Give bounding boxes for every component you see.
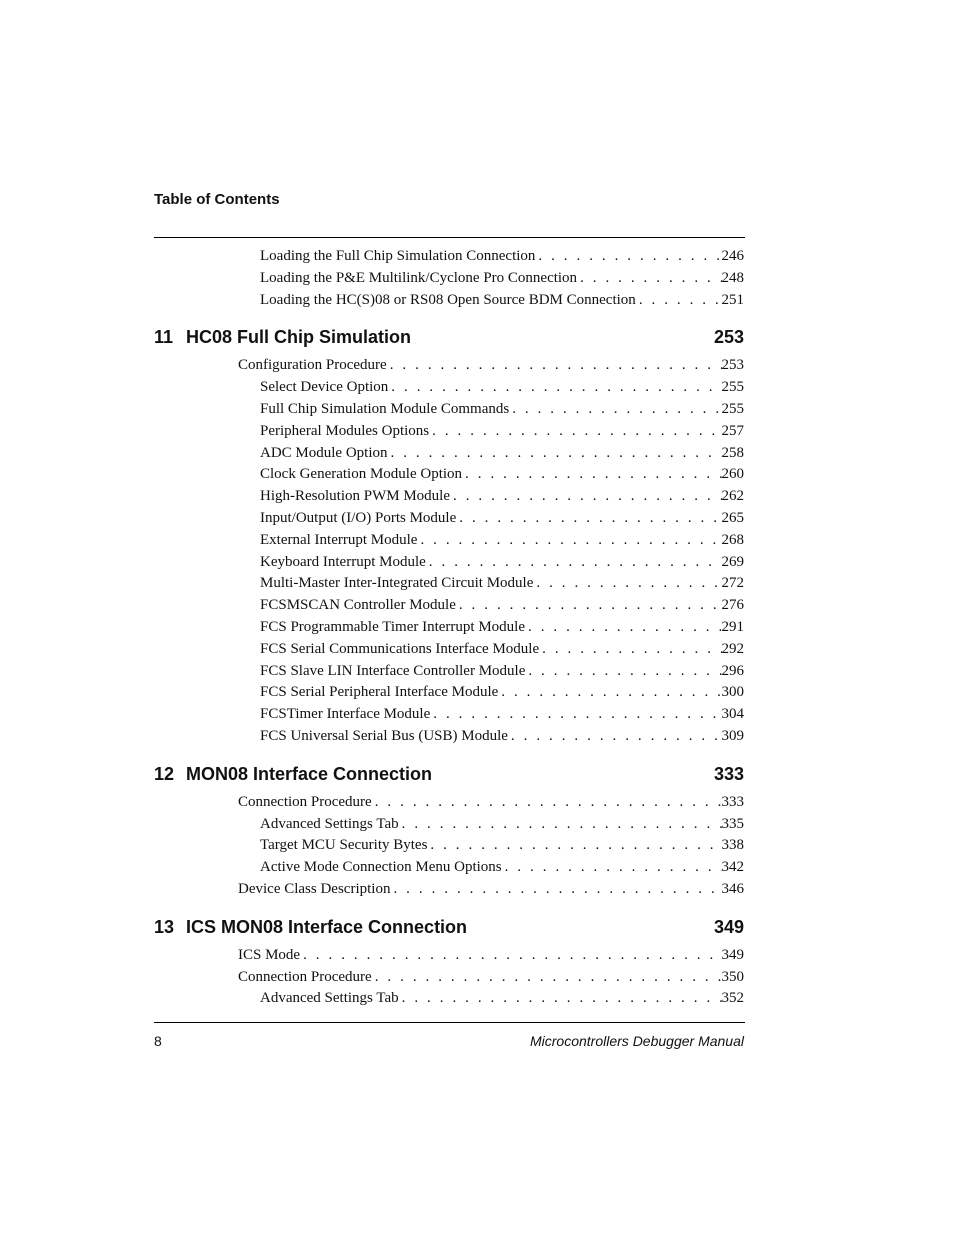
toc-entry-title: FCS Universal Serial Bus (USB) Module bbox=[260, 727, 508, 744]
toc-dot-leader bbox=[430, 835, 721, 857]
footer-manual-title: Microcontrollers Debugger Manual bbox=[530, 1033, 744, 1049]
toc-entry-title: Advanced Settings Tab bbox=[260, 990, 399, 1007]
chapter-page: 333 bbox=[713, 763, 744, 784]
toc-entry-page: 352 bbox=[721, 990, 744, 1007]
toc-dot-leader bbox=[433, 704, 721, 726]
toc-entry[interactable] bbox=[154, 530, 744, 552]
toc-entry-title: Advanced Settings Tab bbox=[260, 815, 399, 832]
toc-entry-title: FCS Serial Peripheral Interface Module bbox=[260, 684, 499, 701]
toc-entry-page: 342 bbox=[721, 859, 744, 876]
toc-entry-title: Clock Generation Module Option bbox=[260, 466, 463, 483]
toc-dot-leader bbox=[505, 857, 722, 879]
toc-entry-page: 292 bbox=[721, 640, 744, 657]
toc-entry[interactable] bbox=[154, 355, 744, 377]
toc-entry-page: 257 bbox=[721, 422, 744, 439]
toc-entry-title: External Interrupt Module bbox=[260, 531, 418, 548]
toc-entry-title: Loading the Full Chip Simulation Connection bbox=[260, 248, 536, 264]
toc-entry-page: 333 bbox=[721, 793, 744, 810]
toc-entry[interactable] bbox=[154, 617, 744, 639]
toc-dot-leader bbox=[420, 530, 721, 552]
chapter-title: ICS MON08 Interface Connection bbox=[186, 916, 468, 937]
toc-dot-leader bbox=[542, 639, 721, 661]
toc-dot-leader bbox=[391, 377, 721, 399]
toc-dot-leader bbox=[528, 617, 722, 639]
toc-entry-page: 349 bbox=[721, 946, 744, 963]
toc-entry-page: 291 bbox=[721, 618, 744, 635]
chapter-heading[interactable] bbox=[154, 319, 744, 355]
toc-entry-title: Active Mode Connection Menu Options bbox=[260, 859, 502, 876]
toc-entry[interactable] bbox=[154, 290, 744, 312]
toc-entry-page: 258 bbox=[721, 444, 744, 461]
toc-dot-leader bbox=[402, 814, 722, 836]
toc-dot-leader bbox=[639, 290, 722, 312]
toc-dot-leader bbox=[512, 399, 721, 421]
toc-entry[interactable] bbox=[154, 595, 744, 617]
toc-entry-title: Select Device Option bbox=[260, 379, 389, 396]
toc-entry[interactable] bbox=[154, 377, 744, 399]
toc-entry-page: 304 bbox=[721, 706, 744, 723]
toc-entry-page: 253 bbox=[721, 357, 744, 374]
chapter-title: HC08 Full Chip Simulation bbox=[186, 327, 412, 348]
toc-dot-leader bbox=[303, 945, 721, 967]
toc-entry-title: Multi-Master Inter-Integrated Circuit Module bbox=[260, 575, 534, 592]
chapter-heading[interactable] bbox=[154, 756, 744, 792]
toc-entry[interactable] bbox=[154, 879, 744, 901]
toc-entry-page: 255 bbox=[721, 400, 744, 417]
chapter-title: MON08 Interface Connection bbox=[186, 763, 433, 784]
toc-dot-leader bbox=[429, 552, 722, 574]
toc-entry[interactable] bbox=[154, 421, 744, 443]
toc-entry[interactable] bbox=[154, 399, 744, 421]
table-of-contents bbox=[154, 246, 744, 1010]
toc-entry-page: 300 bbox=[721, 684, 744, 701]
toc-entry[interactable] bbox=[154, 704, 744, 726]
toc-dot-leader bbox=[580, 268, 721, 290]
toc-dot-leader bbox=[538, 246, 721, 268]
toc-entry[interactable] bbox=[154, 967, 744, 989]
toc-entry-title: FCSMSCAN Controller Module bbox=[260, 597, 456, 614]
toc-entry-page: 260 bbox=[721, 466, 744, 483]
toc-entry[interactable] bbox=[154, 661, 744, 683]
toc-entry-title: Loading the P&E Multilink/Cyclone Pro Connection bbox=[260, 269, 578, 286]
toc-entry[interactable] bbox=[154, 486, 744, 508]
chapter-page: 253 bbox=[713, 327, 744, 348]
toc-entry-title: Keyboard Interrupt Module bbox=[260, 553, 426, 570]
toc-entry[interactable] bbox=[154, 508, 744, 530]
toc-dot-leader bbox=[459, 508, 721, 530]
toc-entry-page: 346 bbox=[721, 880, 744, 897]
toc-entry-page: 335 bbox=[721, 815, 744, 832]
toc-entry-page: 265 bbox=[721, 509, 744, 526]
toc-entry[interactable] bbox=[154, 945, 744, 967]
toc-dot-leader bbox=[391, 443, 722, 465]
toc-entry-title: FCS Slave LIN Interface Controller Module bbox=[260, 662, 526, 679]
toc-entry[interactable] bbox=[154, 443, 744, 465]
toc-dot-leader bbox=[528, 661, 721, 683]
toc-entry[interactable] bbox=[154, 792, 744, 814]
toc-entry-page: 268 bbox=[721, 531, 744, 548]
toc-entry[interactable] bbox=[154, 726, 744, 748]
chapter-number: 12 bbox=[154, 763, 175, 784]
chapter-number: 13 bbox=[154, 916, 175, 937]
toc-entry-page: 269 bbox=[721, 553, 744, 570]
toc-entry[interactable] bbox=[154, 988, 744, 1010]
toc-entry-page: 296 bbox=[721, 662, 744, 679]
toc-dot-leader bbox=[402, 988, 722, 1010]
toc-entry-page: 251 bbox=[721, 291, 744, 308]
toc-entry-page: 350 bbox=[721, 968, 744, 985]
toc-entry[interactable] bbox=[154, 464, 744, 486]
toc-entry-title: Full Chip Simulation Module Commands bbox=[260, 400, 510, 417]
toc-entry-title: Connection Procedure bbox=[238, 793, 372, 810]
toc-entry-page: 255 bbox=[721, 379, 744, 396]
toc-entry-title: Configuration Procedure bbox=[238, 357, 387, 374]
toc-entry[interactable] bbox=[154, 246, 744, 268]
toc-entry-page: 309 bbox=[721, 727, 744, 744]
footer-page-number: 8 bbox=[154, 1033, 162, 1049]
toc-entry[interactable] bbox=[154, 573, 744, 595]
toc-entry[interactable] bbox=[154, 835, 744, 857]
toc-entry-title: FCSTimer Interface Module bbox=[260, 706, 431, 723]
toc-entry-title: Target MCU Security Bytes bbox=[260, 837, 428, 854]
toc-dot-leader bbox=[393, 879, 721, 901]
toc-entry-title: FCS Serial Communications Interface Module bbox=[260, 640, 540, 657]
toc-dot-leader bbox=[511, 726, 722, 748]
toc-entry-title: ADC Module Option bbox=[260, 444, 388, 461]
toc-entry-page: 262 bbox=[721, 488, 744, 505]
toc-entry[interactable] bbox=[154, 857, 744, 879]
toc-entry-title: FCS Programmable Timer Interrupt Module bbox=[260, 618, 525, 635]
chapter-page: 349 bbox=[713, 916, 744, 937]
toc-entry[interactable] bbox=[154, 268, 744, 290]
toc-entry-title: Peripheral Modules Options bbox=[260, 422, 430, 439]
toc-entry-page: 248 bbox=[721, 269, 744, 286]
toc-dot-leader bbox=[375, 967, 722, 989]
toc-dot-leader bbox=[453, 486, 722, 508]
toc-entry-title: Input/Output (I/O) Ports Module bbox=[260, 509, 457, 526]
toc-entry-title: Loading the HC(S)08 or RS08 Open Source BDM Connection bbox=[260, 291, 636, 308]
toc-entry-page: 246 bbox=[721, 248, 744, 264]
toc-entry[interactable] bbox=[154, 552, 744, 574]
toc-entry-page: 272 bbox=[721, 575, 744, 592]
toc-dot-leader bbox=[536, 573, 721, 595]
toc-entry-page: 338 bbox=[721, 837, 744, 854]
toc-entry-title: ICS Mode bbox=[238, 946, 301, 963]
footer-rule bbox=[154, 1022, 745, 1023]
toc-dot-leader bbox=[390, 355, 722, 377]
toc-dot-leader bbox=[501, 682, 721, 704]
toc-dot-leader bbox=[432, 421, 721, 443]
toc-dot-leader bbox=[465, 464, 721, 486]
toc-entry-title: Connection Procedure bbox=[238, 968, 372, 985]
toc-entry[interactable] bbox=[154, 682, 744, 704]
running-header: Table of Contents bbox=[154, 191, 280, 208]
chapter-heading[interactable] bbox=[154, 909, 744, 945]
toc-entry-title: High-Resolution PWM Module bbox=[260, 488, 450, 505]
toc-entry[interactable] bbox=[154, 639, 744, 661]
chapter-number: 11 bbox=[154, 327, 174, 348]
toc-dot-leader bbox=[459, 595, 722, 617]
toc-entry[interactable] bbox=[154, 814, 744, 836]
toc-dot-leader bbox=[375, 792, 722, 814]
toc-entry-title: Device Class Description bbox=[238, 880, 391, 897]
header-rule bbox=[154, 237, 745, 238]
toc-entry-page: 276 bbox=[721, 597, 744, 614]
